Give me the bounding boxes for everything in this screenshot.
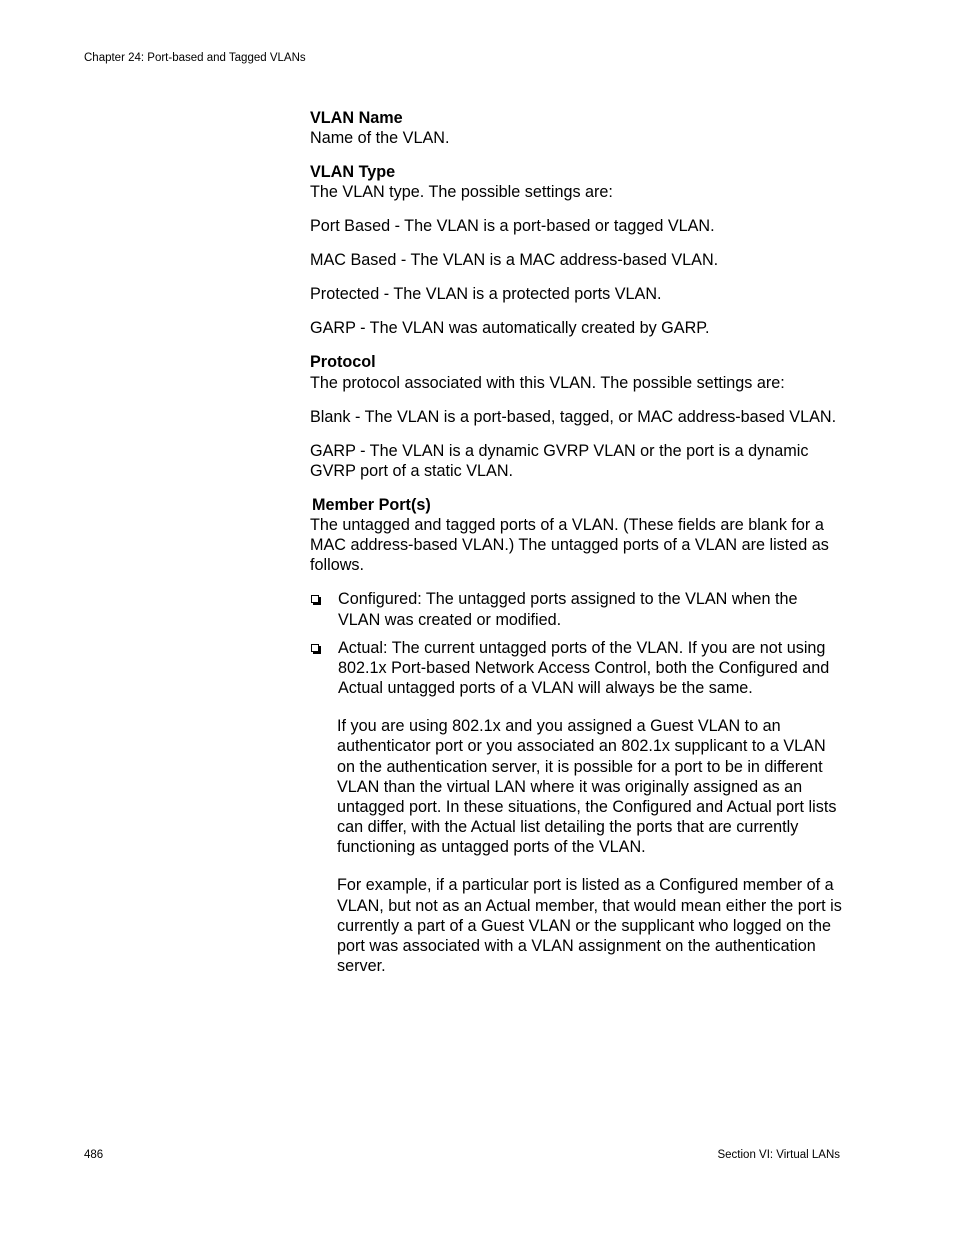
- vlan-type-setting: Port Based - The VLAN is a port-based or tagged VLAN.: [310, 217, 715, 236]
- vlan-type-description: The VLAN type. The possible settings are:: [310, 183, 613, 202]
- member-ports-note: For example, if a particular port is listed as a Configured member of a VLAN, but not as an Actual member, that would mean either the port is currently a part of a Guest VLAN or the supplicant who logged on the port was associated with a VLAN assignment on the authentication server.: [337, 876, 842, 976]
- checkbox-bullet-icon: [311, 644, 319, 652]
- member-ports-note: If you are using 802.1x and you assigned a Guest VLAN to an authenticator port or you associated an 802.1x supplicant to a VLAN on the authentication server, it is possible for a port to be in different VLAN than the virtual LAN where it was originally assigned as an untagged port. In these situations, the Configured and Actual port lists can differ, with the Actual list detailing the ports that are currently functioning as untagged ports of the VLAN.: [337, 717, 837, 857]
- page-number: 486: [84, 1149, 104, 1161]
- vlan-name-heading: VLAN Name: [310, 109, 403, 127]
- protocol-setting: GARP - The VLAN is a dynamic GVRP VLAN or the port is a dynamic GVRP port of a static VLAN.: [310, 441, 809, 480]
- vlan-type-field: [310, 162, 842, 338]
- vlan-type-setting: Protected - The VLAN is a protected ports VLAN.: [310, 285, 662, 304]
- list-item: [310, 589, 842, 629]
- section-name: Section VI: Virtual LANs: [717, 1149, 840, 1161]
- protocol-field: [310, 352, 842, 481]
- vlan-name-description: Name of the VLAN.: [310, 129, 450, 148]
- checkbox-bullet-icon: [311, 595, 319, 603]
- vlan-type-heading: VLAN Type: [310, 163, 396, 182]
- vlan-type-setting: GARP - The VLAN was automatically created by GARP.: [310, 319, 710, 338]
- running-header: Chapter 24: Port-based and Tagged VLANs: [84, 52, 306, 64]
- protocol-setting: Blank - The VLAN is a port-based, tagged, or MAC address-based VLAN.: [310, 407, 837, 426]
- document-body: [310, 108, 842, 994]
- bullet-text: Actual: The current untagged ports of the VLAN. If you are not using 802.1x Port-based Network Access Control, both the Configured and Actual untagged ports of a VLAN will always be the same.: [338, 638, 830, 698]
- member-ports-list: [310, 589, 842, 698]
- member-ports-description: The untagged and tagged ports of a VLAN. (These fields are blank for a MAC address-based VLAN.) The untagged ports of a VLAN are listed as follows.: [310, 516, 829, 575]
- bullet-text: Configured: The untagged ports assigned to the VLAN when the VLAN was created or modified.: [338, 590, 798, 629]
- list-item: [310, 638, 842, 699]
- vlan-type-setting: MAC Based - The VLAN is a MAC address-based VLAN.: [310, 251, 719, 270]
- vlan-name-field: [310, 108, 842, 148]
- protocol-heading: Protocol: [310, 353, 376, 372]
- member-ports-field: [310, 495, 842, 977]
- member-ports-heading: Member Port(s): [312, 495, 431, 514]
- protocol-description: The protocol associated with this VLAN. The possible settings are:: [310, 373, 785, 392]
